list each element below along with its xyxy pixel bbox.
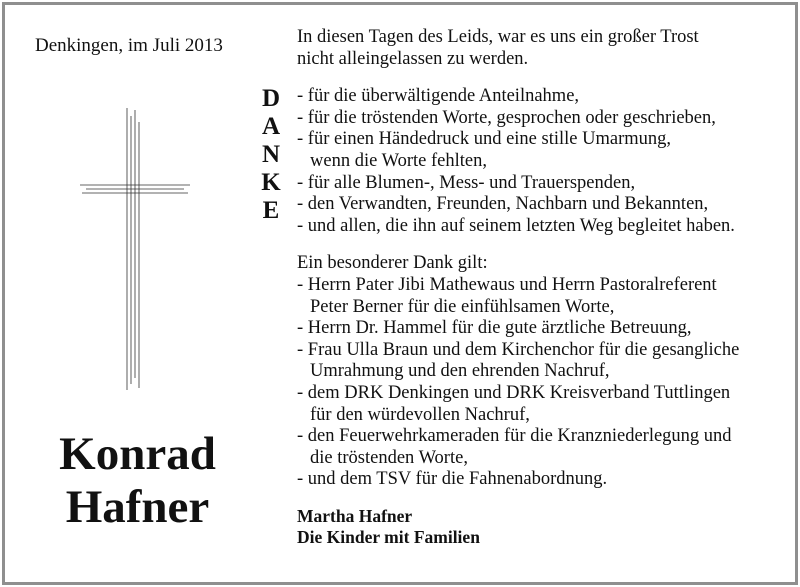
obituary-card bbox=[2, 2, 798, 585]
last-name: Hafner bbox=[65, 481, 210, 533]
special-thanks-list bbox=[297, 275, 797, 491]
list-item: - für alle Blumen-, Mess- und Trauerspenden, bbox=[297, 172, 636, 193]
deceased-name bbox=[25, 428, 250, 534]
list-item: - für die überwältigende Anteilnahme, bbox=[297, 86, 580, 107]
signature-line: Martha Hafner bbox=[297, 505, 413, 526]
danke-letter: A bbox=[261, 113, 281, 140]
intro-line: In diesen Tagen des Leids, war es uns ein großer Trost bbox=[297, 27, 699, 47]
list-item: - für einen Händedruck und eine stille Umarmung, wenn die Worte fehlten, bbox=[297, 129, 671, 171]
special-heading: Ein besonderer Dank gilt: bbox=[297, 253, 488, 274]
place-date: Denkingen, im Juli 2013 bbox=[35, 35, 223, 56]
list-item: - dem DRK Denkingen und DRK Kreisverband Tuttlingen für den würdevollen Nachruf, bbox=[297, 382, 731, 425]
cross-icon bbox=[80, 108, 190, 390]
signature-line: Die Kinder mit Familien bbox=[297, 527, 480, 548]
danke-vertical bbox=[258, 85, 284, 225]
danke-letter: E bbox=[262, 197, 280, 224]
signature bbox=[297, 506, 797, 549]
intro-text bbox=[297, 27, 797, 70]
list-item: - und allen, die ihn auf seinem letzten Weg begleitet haben. bbox=[297, 215, 735, 236]
list-item: - den Feuerwehrkameraden für die Kranzniederlegung und die tröstenden Worte, bbox=[297, 426, 732, 468]
danke-letter: N bbox=[261, 141, 281, 168]
list-item: - den Verwandten, Freunden, Nachbarn und Bekannten, bbox=[297, 194, 709, 215]
list-item: - Herrn Pater Jibi Mathewaus und Herrn Pastoralreferent Peter Berner für die einfühlsamen Worte, bbox=[297, 274, 717, 317]
list-item: - Frau Ulla Braun und dem Kirchenchor für die gesangliche Umrahmung und den ehrenden Nachruf, bbox=[297, 339, 740, 382]
danke-letter: K bbox=[261, 169, 281, 196]
first-name: Konrad bbox=[59, 428, 216, 480]
list-item: - für die tröstenden Worte, gesprochen oder geschrieben, bbox=[297, 107, 716, 128]
intro-line: nicht alleingelassen zu werden. bbox=[297, 48, 529, 69]
list-item: - und dem TSV für die Fahnenabordnung. bbox=[297, 469, 608, 490]
danke-letter: D bbox=[261, 85, 281, 112]
list-item: - Herrn Dr. Hammel für die gute ärztliche Betreuung, bbox=[297, 318, 692, 339]
thanks-list bbox=[297, 86, 797, 237]
message-text bbox=[297, 27, 797, 549]
